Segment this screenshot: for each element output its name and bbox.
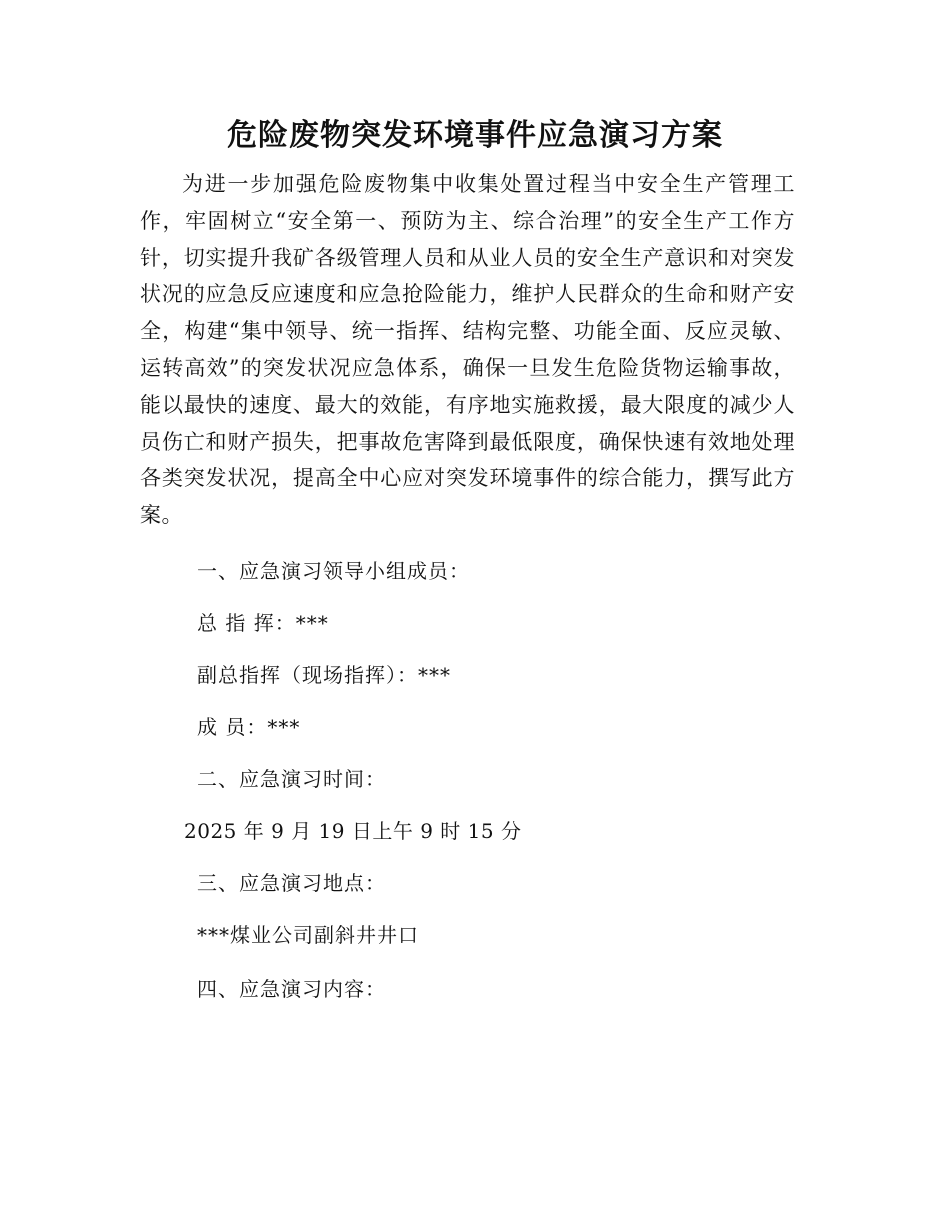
- document-title: 危险废物突发环境事件应急演习方案: [227, 118, 723, 153]
- drill-location: ***煤业公司副斜井井口: [197, 923, 419, 947]
- deputy-commander-line: 副总指挥（现场指挥）：***: [197, 663, 451, 687]
- section-1-heading: 一、应急演习领导小组成员：: [197, 559, 470, 583]
- section-3-heading: 三、应急演习地点：: [197, 871, 386, 895]
- members-line: 成 员：***: [197, 715, 301, 739]
- commander-line: 总 指 挥：***: [197, 611, 329, 635]
- section-2-heading: 二、应急演习时间：: [197, 767, 386, 791]
- drill-datetime: 2025 年 9 月 19 日上午 9 时 15 分: [184, 819, 522, 843]
- section-4-heading: 四、应急演习内容：: [197, 977, 386, 1001]
- intro-paragraph: 为进一步加强危险废物集中收集处置过程当中安全生产管理工作，牢固树立“安全第一、预防为主、综合治理”的安全生产工作方针，切实提升我矿各级管理人员和从业人员的安全生产意识和对突发状况的应急反应速度和应急抢险能力，维护人民群众的生命和财产安全，构建“集中领导、统一指挥、结构完整、功能全面、反应灵敏、运转高效”的突发状况应急体系，确保一旦发生危险货物运输事故，能以最快的速度、最大的效能，有序地实施救援，最大限度的减少人员伤亡和财产损失，把事故危害降到最低限度，确保快速有效地处理各类突发状况，提高全中心应对突发环境事件的综合能力，撰写此方案。: [140, 172, 795, 528]
